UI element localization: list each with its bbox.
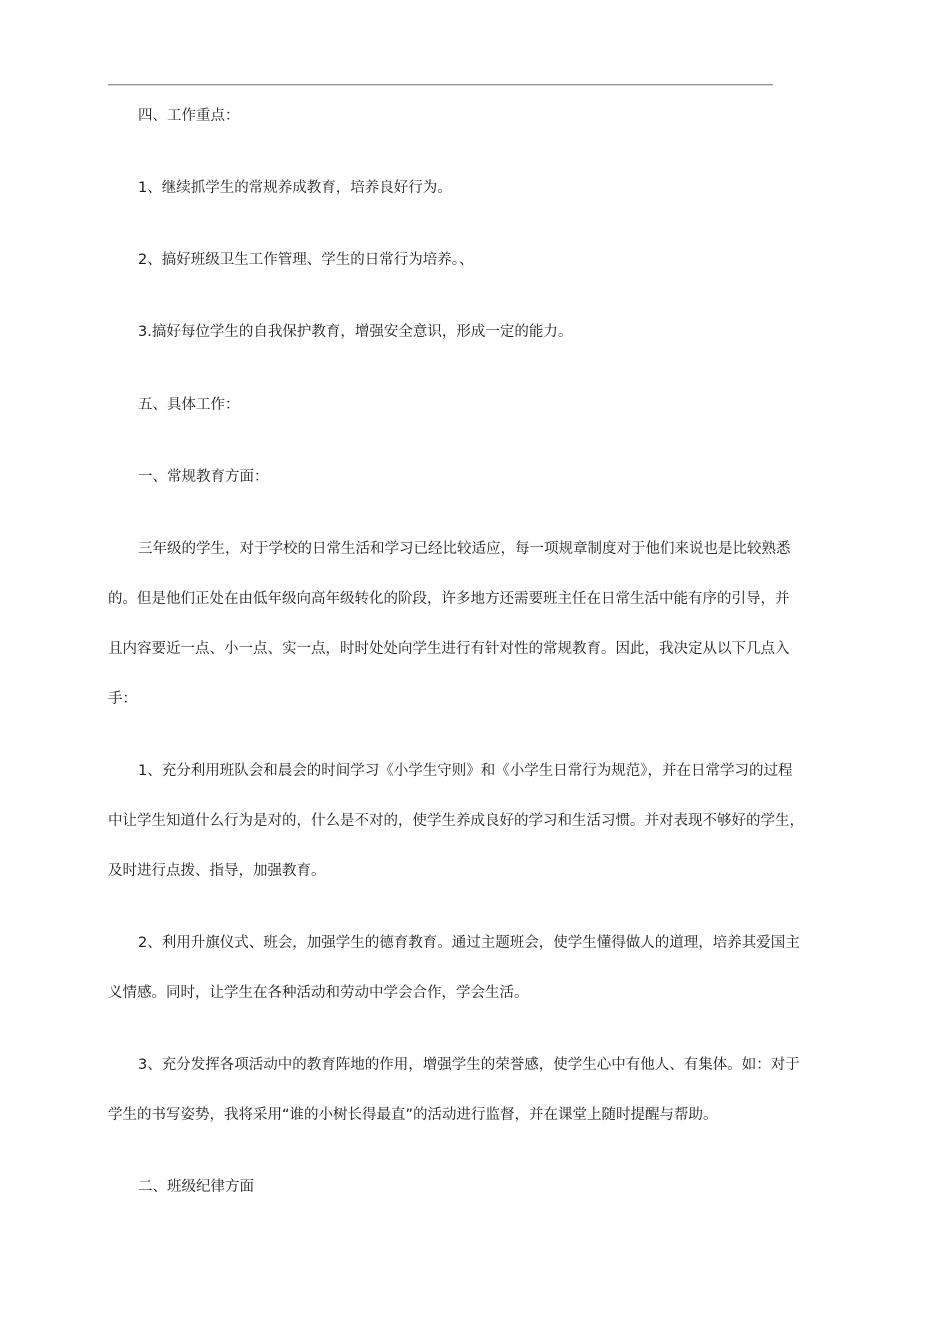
point3-line-1: 3、充分发挥各项活动中的教育阵地的作用，增强学生的荣誉感，使学生心中有他人、有集体。如：对于 <box>138 1057 800 1073</box>
point1-line-3: 及时进行点拨、指导，加强教育。 <box>108 863 326 879</box>
subheading-routine-education: 一、常规教育方面： <box>138 469 269 485</box>
focus-item-2: 2、搞好班级卫生工作管理、学生的日常行为培养。、 <box>138 252 474 268</box>
point2-line-1: 2、利用升旗仪式、班会，加强学生的德育教育。通过主题班会，使学生懂得做人的道理，培养其爱国主 <box>138 935 800 951</box>
point3-line-2: 学生的书写姿势，我将采用“谁的小树长得最直”的活动进行监督，并在课堂上随时提醒与帮助。 <box>108 1107 718 1123</box>
intro-line-3: 且内容要近一点、小一点、实一点，时时处处向学生进行有针对性的常规教育。因此，我决定从以下几点入 <box>108 641 790 657</box>
header-divider <box>108 84 773 86</box>
point1-line-2: 中让学生知道什么行为是对的，什么是不对的，使学生养成良好的学习和生活习惯。并对表现不够好的学生， <box>108 813 804 829</box>
intro-line-4: 手： <box>108 691 137 707</box>
section-heading-work-focus: 四、工作重点： <box>138 108 240 124</box>
focus-item-3: 3.搞好每位学生的自我保护教育，增强安全意识，形成一定的能力。 <box>138 324 573 340</box>
focus-item-1: 1、继续抓学生的常规养成教育，培养良好行为。 <box>138 180 452 196</box>
point2-line-2: 义情感。同时，让学生在各种活动和劳动中学会合作，学会生活。 <box>108 985 529 1001</box>
intro-line-2: 的。但是他们正处在由低年级向高年级转化的阶段，许多地方还需要班主任在日常生活中能有序的引导，并 <box>108 591 790 607</box>
intro-line-1: 三年级的学生，对于学校的日常生活和学习已经比较适应，每一项规章制度对于他们来说也是比较熟悉 <box>138 541 791 557</box>
subheading-class-discipline: 二、班级纪律方面 <box>138 1179 254 1195</box>
point1-line-1: 1、充分利用班队会和晨会的时间学习《小学生守则》和《小学生日常行为规范》，并在日常学习的过程 <box>138 763 793 779</box>
section-heading-specific-work: 五、具体工作： <box>138 397 240 413</box>
